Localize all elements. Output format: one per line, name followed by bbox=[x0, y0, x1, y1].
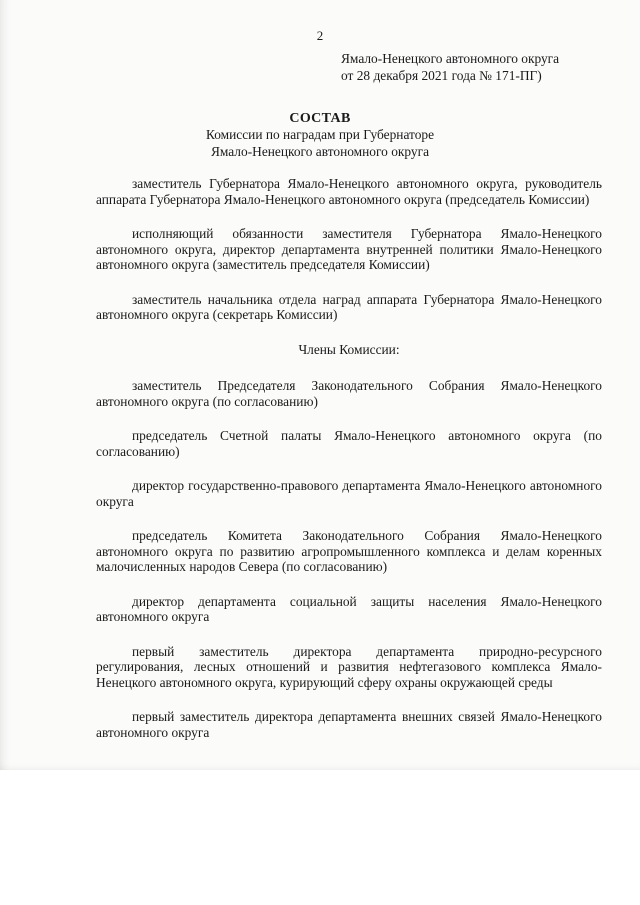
document-reference bbox=[341, 50, 559, 84]
leadership-entry: заместитель начальника отдела наград аппарата Губернатора Ямало-Ненецкого автономного округа (секретарь Комиссии) bbox=[96, 291, 602, 322]
subtitle-line-2: Ямало-Ненецкого автономного округа bbox=[210, 144, 430, 159]
leadership-entry: исполняющий обязанности заместителя Губернатора Ямало-Ненецкого автономного округа, директор департамента внутренней политики Ямало-Ненецкого автономного округа (заместитель председателя Комиссии) bbox=[96, 226, 602, 272]
document-body bbox=[96, 176, 602, 759]
document-title: СОСТАВ bbox=[289, 111, 351, 126]
document-subtitle bbox=[0, 126, 640, 160]
member-entry: председатель Комитета Законодательного Собрания Ямало-Ненецкого автономного округа по развитию агропромышленного комплекса и делам коренных малочисленных народов Севера (по согласованию) bbox=[96, 528, 602, 574]
page-number: 2 bbox=[316, 28, 324, 43]
member-entry: заместитель Председателя Законодательного Собрания Ямало-Ненецкого автономного округа (по согласованию) bbox=[96, 378, 602, 409]
member-entry: директор департамента социальной защиты населения Ямало-Ненецкого автономного округа bbox=[96, 593, 602, 624]
member-entry: первый заместитель директора департамента внешних связей Ямало-Ненецкого автономного округа bbox=[96, 709, 602, 740]
leadership-entry: заместитель Губернатора Ямало-Ненецкого автономного округа, руководитель аппарата Губернатора Ямало-Ненецкого автономного округа (председатель Комиссии) bbox=[96, 176, 602, 207]
reference-line-1: Ямало-Ненецкого автономного округа bbox=[341, 51, 560, 66]
members-heading: Члены Комиссии: bbox=[298, 341, 400, 357]
reference-line-2: от 28 декабря 2021 года № 171-ПГ) bbox=[341, 68, 542, 83]
member-entry: председатель Счетной палаты Ямало-Ненецкого автономного округа (по согласованию) bbox=[96, 428, 602, 459]
member-entry: директор государственно-правового департамента Ямало-Ненецкого автономного округа bbox=[96, 478, 602, 509]
subtitle-line-1: Комиссии по наградам при Губернаторе bbox=[205, 127, 435, 142]
member-entry: первый заместитель директора департамента природно-ресурсного регулирования, лесных отношений и развития нефтегазового комплекса Ямало-Ненецкого автономного округа, курирующий сферу охраны окружающей среды bbox=[96, 643, 602, 690]
